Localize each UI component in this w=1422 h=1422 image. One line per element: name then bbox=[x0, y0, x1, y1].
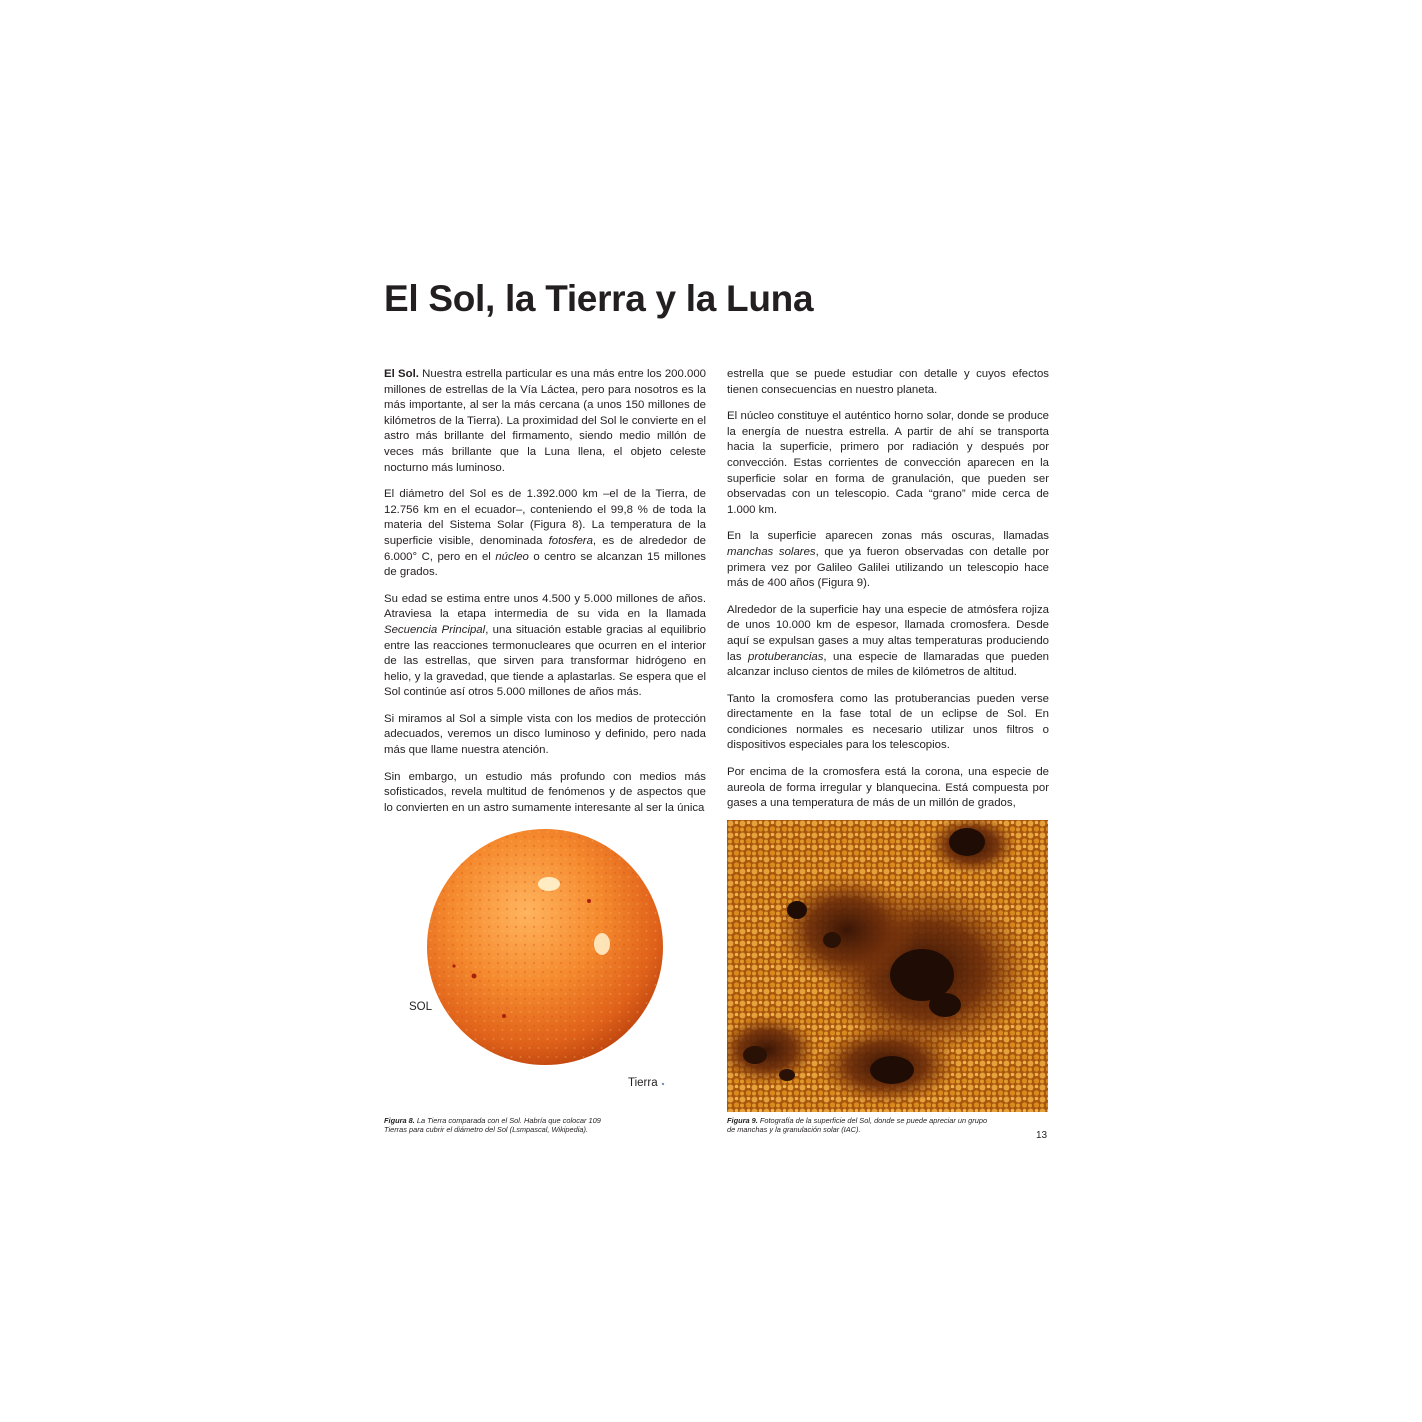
paragraph-core: El núcleo constituye el auténtico horno solar, donde se produce la energía de nuestra estrella. A partir de ahí se transporta hacia la superficie, primero por radiación y después por convección. Estas corrientes de convección aparecen en la superficie solar en forma de granulación, que pueden ser observadas con un telescopio. Cada “grano” mide cerca de 1.000 km. bbox=[727, 410, 1049, 516]
paragraph-sunspots: En la superficie aparecen zonas más oscuras, llamadas manchas solares, que ya fueron observadas con detalle por primera vez por Galileo Galilei utilizando un telescopio hace más de 400 años (Figura 9). bbox=[727, 530, 1050, 590]
sunspot-photo-image bbox=[727, 820, 1048, 1112]
right-text-column bbox=[727, 367, 1049, 823]
earth-dot-icon bbox=[660, 1081, 666, 1087]
page-number: 13 bbox=[1036, 1130, 1048, 1141]
paragraph-study: Sin embargo, un estudio más profundo con medios más sofisticados, revela multitud de fenómenos y de aspectos que lo convierten en un astro sumamente interesante al ser la única bbox=[384, 770, 706, 814]
paragraph-eclipse: Tanto la cromosfera como las protuberancias pueden verse directamente en la fase total de un eclipse de Sol. En condiciones normales es necesario utilizar unos filtros o dispositivos especiales para los telescopios. bbox=[727, 692, 1049, 752]
paragraph-diameter: El diámetro del Sol es de 1.392.000 km –el de la Tierra, de 12.756 km en el ecuador–, conteniendo el 99,8 % de toda la materia del Sistema Solar (Figura 8). La temperatura de la superficie visible, denominada fotosfera, es de alrededor de 6.000° C, pero en el núcleo o centro se alcanzan 15 millones de grados. bbox=[384, 488, 707, 579]
figure9-caption: Figura 9. Fotografía de la superficie del Sol, donde se puede apreciar un grupo de manchas y la granulación solar (IAC). bbox=[727, 1116, 988, 1134]
paragraph-corona: Por encima de la cromosfera está la corona, una especie de aureola de forma irregular y blanquecina. Está compuesta por gases a una temperatura de más de un millón de grados, bbox=[727, 766, 1049, 810]
figure8-caption: Figura 8. La Tierra comparada con el Sol. Habría que colocar 109 Tierras para cubrir el diámetro del Sol (Lsmpascal, Wikipedia). bbox=[384, 1116, 601, 1134]
sun-sphere-image bbox=[424, 826, 668, 1070]
page-title: El Sol, la Tierra y la Luna bbox=[384, 278, 814, 319]
left-text-column bbox=[384, 367, 706, 827]
paragraph-continuation: estrella que se puede estudiar con detalle y cuyos efectos tienen consecuencias en nuestro planeta. bbox=[727, 368, 1049, 396]
paragraph-naked-eye: Si miramos al Sol a simple vista con los medios de protección adecuados, veremos un disco luminoso y definido, pero nada más que llame nuestra atención. bbox=[384, 712, 706, 757]
paragraph-sun-intro: El Sol. Nuestra estrella particular es una más entre los 200.000 millones de estrellas de la Vía Láctea, pero para nosotros es la más importante, al ser la más cercana (a unos 150 millones de kilómetros de la Tierra). La proximidad del Sol le convierte en el astro más brillante del firmamento, siendo medio millón de veces más brillante que la Luna llena, el objeto celeste nocturno más luminoso. bbox=[384, 368, 707, 474]
lead-term: El Sol. bbox=[384, 368, 419, 380]
earth-label: Tierra bbox=[628, 1077, 658, 1089]
paragraph-age: Su edad se estima entre unos 4.500 y 5.000 millones de años. Atraviesa la etapa intermedia de su vida en la llamada Secuencia Principal, una situación estable gracias al equilibrio entre las reacciones termonucleares que ocurren en el interior de las estrellas, que sirven para transformar hidrógeno en helio, y la gravedad, que tiende a aplastarlas. Se espera que el Sol continúe así otros 5.000 millones de años más. bbox=[384, 592, 706, 699]
sun-label: SOL bbox=[409, 1001, 433, 1013]
paragraph-chromosphere: Alrededor de la superficie hay una especie de atmósfera rojiza de unos 10.000 km de espesor, llamada cromosfera. Desde aquí se expulsan gases a muy altas temperaturas produciendo las protuberancias, una especie de llamaradas que pueden alcanzar incluso cientos de miles de kilómetros de altitud. bbox=[727, 603, 1049, 679]
